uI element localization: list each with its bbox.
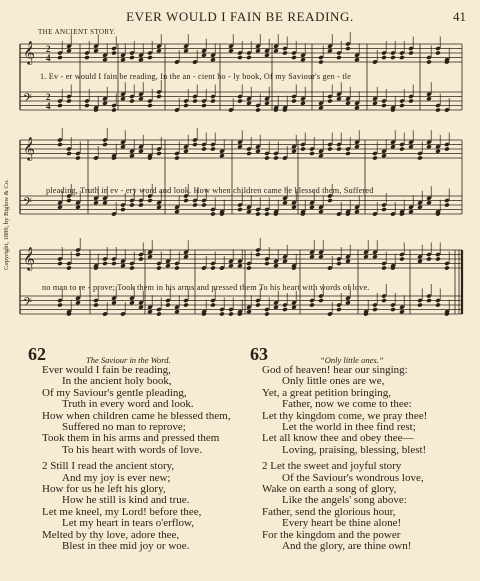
verse-line: Of the Saviour's wondrous love, [282,471,424,484]
verse-line: God of heaven! hear our singing: [262,364,408,376]
verse-line: Like the angels' song above: [282,494,407,507]
verse-line: Only little ones are we, [282,375,385,388]
verse-line: In the ancient holy book, [62,375,172,388]
verse-line: Suffered no man to reprove; [62,421,186,434]
hymn-62-verses [42,365,230,553]
verse-line: Let the world in thee find rest; [282,421,416,434]
svg-text:𝄢: 𝄢 [23,92,33,108]
verse-line: 2 Let the sweet and joyful story [262,460,402,473]
verse-line: Wake on earth a song of glory, [262,483,397,496]
hymn-63-subtitle: “Only little ones.” [320,355,384,365]
verse-line: Let thy kingdom come, we pray thee! [262,409,428,422]
svg-text:𝄞: 𝄞 [23,136,35,160]
page-number: 41 [453,9,466,24]
verse-line: Every heart be thine alone! [282,517,402,530]
hymn-62-number: 62 [28,344,46,364]
verse-line: Truth in every word and look. [62,398,194,411]
svg-text:4: 4 [46,53,51,63]
verse-line: 2 Still I read the ancient story, [42,460,175,473]
verse-line: Melted by thy love, adore thee, [42,528,180,541]
svg-text:2: 2 [46,44,51,54]
tune-name: THE ANCIENT STORY. [38,28,116,36]
verse-line: Ever would I fain be reading, [42,364,171,376]
verse-line: Let all know thee and obey thee— [262,432,414,445]
verse-line: Loving, praising, blessing, blest! [282,443,427,456]
svg-text:𝄞: 𝄞 [23,40,35,64]
verse-line: How for us he left his glory, [42,483,166,496]
hymn-62-subtitle: The Saviour in the Word. [86,355,171,365]
verse-line: To his heart with words of love. [62,443,203,456]
hymn-63-verses [262,365,427,553]
verse-line: For the kingdom and the power [262,528,401,541]
verse-line: Took them in his arms and pressed them [42,432,220,445]
lyric-line-1: 1. Ev - er would I fain be reading, In the an - cient ho - ly book, Of my Saviour's gen - tle [40,72,352,81]
verse-line: How he still is kind and true. [62,494,190,507]
verse-line: Blest in thee mid joy or woe. [62,540,190,553]
verse-line: Let me kneel, my Lord! before thee, [42,505,202,518]
verse-line: Father, send the glorious hour, [262,505,396,518]
verse-line: And my joy is ever new; [62,471,171,484]
verse-line: Let my heart in tears o'erflow, [62,517,194,530]
svg-text:4: 4 [46,101,51,111]
verse-line: And the glory, are thine own! [282,540,412,553]
verse-line: Of my Saviour's gentle pleading, [42,386,187,399]
hymn-63-number: 63 [250,344,268,364]
lyric-line-2: pleading, Truth in ev - ery word and look. How when children came he blessed them, Suffered [46,186,374,195]
svg-text:𝄢: 𝄢 [23,296,33,312]
svg-text:𝄢: 𝄢 [23,196,33,212]
lyric-line-3: no man to re - prove; Took them in his arms and pressed them To his heart with words of love. [42,283,370,292]
copyright-notice: Copyright, 1880, by Biglow & Co. [3,179,10,270]
verse-line: Yet, a great petition bringing, [262,386,392,399]
verse-line: Father, now we come to thee: [282,398,412,411]
svg-text:2: 2 [46,92,51,102]
page-title: EVER WOULD I FAIN BE READING. [126,9,354,24]
verse-line: How when children came he blessed them, [42,409,231,422]
svg-text:𝄞: 𝄞 [23,246,35,270]
